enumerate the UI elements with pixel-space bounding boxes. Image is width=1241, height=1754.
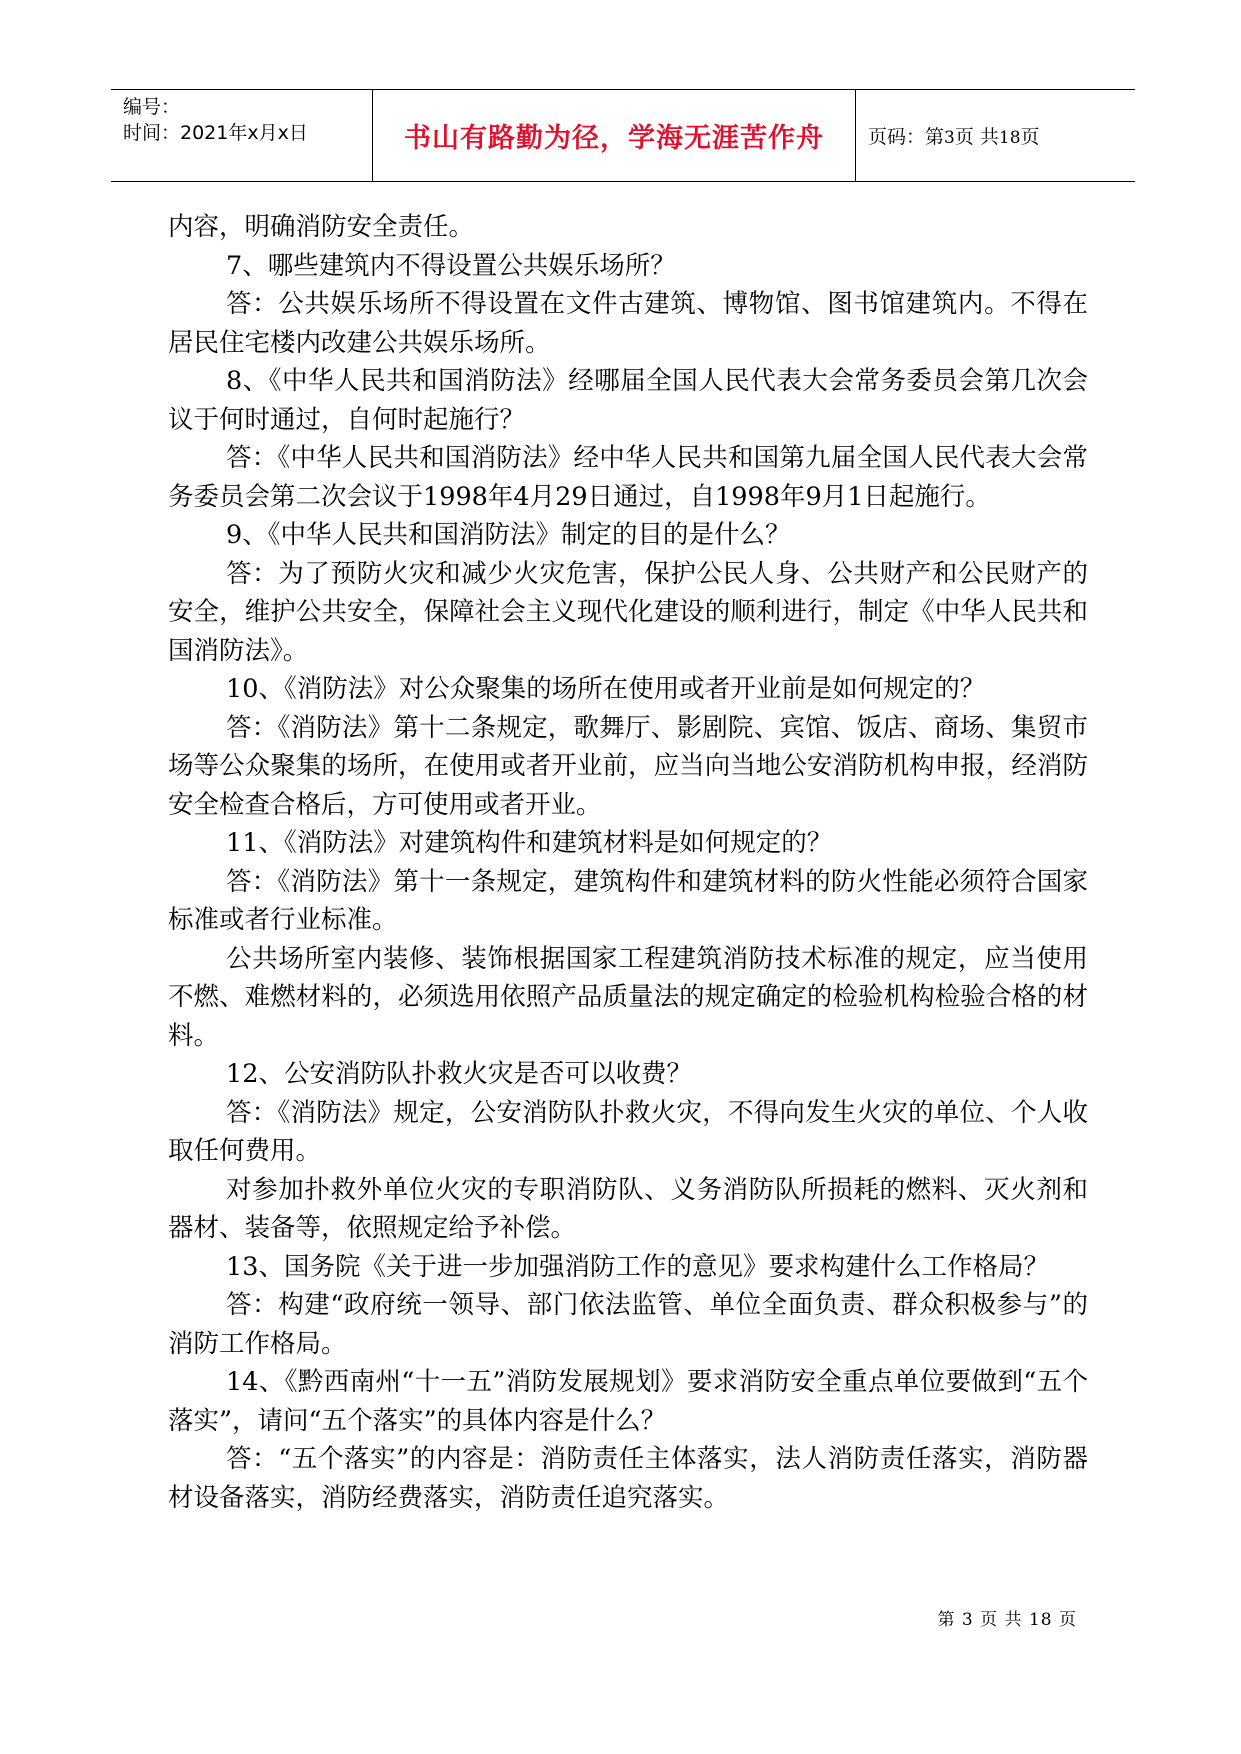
body-paragraph: 13、国务院《关于进一步加强消防工作的意见》要求构建什么工作格局？ xyxy=(226,1251,1049,1282)
body-paragraph: 答：《消防法》第十二条规定，歌舞厅、影剧院、宾馆、饭店、商场、集贸市场等公众聚集的场所，在使用或者开业前，应当向当地公安消防机构申报，经消防安全检查合格后，方可使用或者开业。 xyxy=(168,712,1088,820)
body-paragraph: 答：《消防法》第十一条规定，建筑构件和建筑材料的防火性能必须符合国家标准或者行业标准。 xyxy=(168,866,1088,935)
body-paragraph: 对参加扑救外单位火灾的专职消防队、义务消防队所损耗的燃料、灭火剂和器材、装备等，依照规定给予补偿。 xyxy=(168,1174,1088,1243)
body-paragraph: 8、《中华人民共和国消防法》经哪届全国人民代表大会常务委员会第几次会议于何时通过，自何时起施行？ xyxy=(168,366,1088,435)
body-paragraph: 答：《中华人民共和国消防法》经中华人民共和国第九届全国人民代表大会常务委员会第二次会议于1998年4月29日通过，自1998年9月1日起施行。 xyxy=(168,443,1088,512)
page-current: 3 xyxy=(944,128,955,148)
body-paragraph: 答：“五个落实”的内容是：消防责任主体落实，法人消防责任落实，消防器材设备落实，消防经费落实，消防责任追究落实。 xyxy=(168,1444,1088,1513)
body-paragraph: 答：公共娱乐场所不得设置在文件古建筑、博物馆、图书馆建筑内。不得在居民住宅楼内改建公共娱乐场所。 xyxy=(168,289,1088,358)
header-info-cell xyxy=(111,90,372,181)
body-paragraph: 14、《黔西南州“十一五”消防发展规划》要求消防安全重点单位要做到“五个落实”，请问“五个落实”的具体内容是什么？ xyxy=(168,1367,1088,1436)
document-time-label: 时间：2021年x月x日 xyxy=(123,122,308,144)
header-page-cell xyxy=(856,90,1135,181)
page-prefix: 页码：第 xyxy=(868,126,945,148)
page-footer: 第 3 页 共 18 页 xyxy=(937,1610,1077,1630)
page-total: 18 xyxy=(998,128,1021,148)
body-paragraph: 答：为了预防火灾和减少火灾危害，保护公民人身、公共财产和公民财产的安全，维护公共安全，保障社会主义现代化建设的顺利进行，制定《中华人民共和国消防法》。 xyxy=(168,558,1088,666)
body-paragraph: 10、《消防法》对公众聚集的场所在使用或者开业前是如何规定的？ xyxy=(226,674,986,704)
body-paragraph: 公共场所室内装修、装饰根据国家工程建筑消防技术标准的规定，应当使用不燃、难燃材料的，必须选用依照产品质量法的规定确定的检验机构检验合格的材料。 xyxy=(168,943,1088,1051)
body-paragraph: 内容，明确消防安全责任。 xyxy=(168,212,475,242)
page-middle: 页 共 xyxy=(954,126,999,148)
body-paragraph: 9、《中华人民共和国消防法》制定的目的是什么？ xyxy=(226,520,791,550)
body-paragraph: 答：《消防法》规定，公安消防队扑救火灾，不得向发生火灾的单位、个人收取任何费用。 xyxy=(168,1097,1088,1166)
body-paragraph: 答：构建“政府统一领导、部门依法监管、单位全面负责、群众积极参与”的消防工作格局。 xyxy=(168,1290,1088,1359)
motto-text: 书山有路勤为径，学海无涯苦作舟 xyxy=(404,123,824,154)
document-body xyxy=(168,208,1088,1517)
body-paragraph: 11、《消防法》对建筑构件和建筑材料是如何规定的？ xyxy=(226,828,833,858)
document-number-label: 编号： xyxy=(123,96,181,118)
header-table xyxy=(111,89,1135,182)
body-paragraph: 12、公安消防队扑救火灾是否可以收费？ xyxy=(226,1059,692,1089)
page-suffix: 页 xyxy=(1020,126,1040,148)
page-indicator xyxy=(868,122,1040,149)
body-paragraph: 7、哪些建筑内不得设置公共娱乐场所？ xyxy=(226,250,676,281)
header-motto-cell xyxy=(372,90,856,181)
